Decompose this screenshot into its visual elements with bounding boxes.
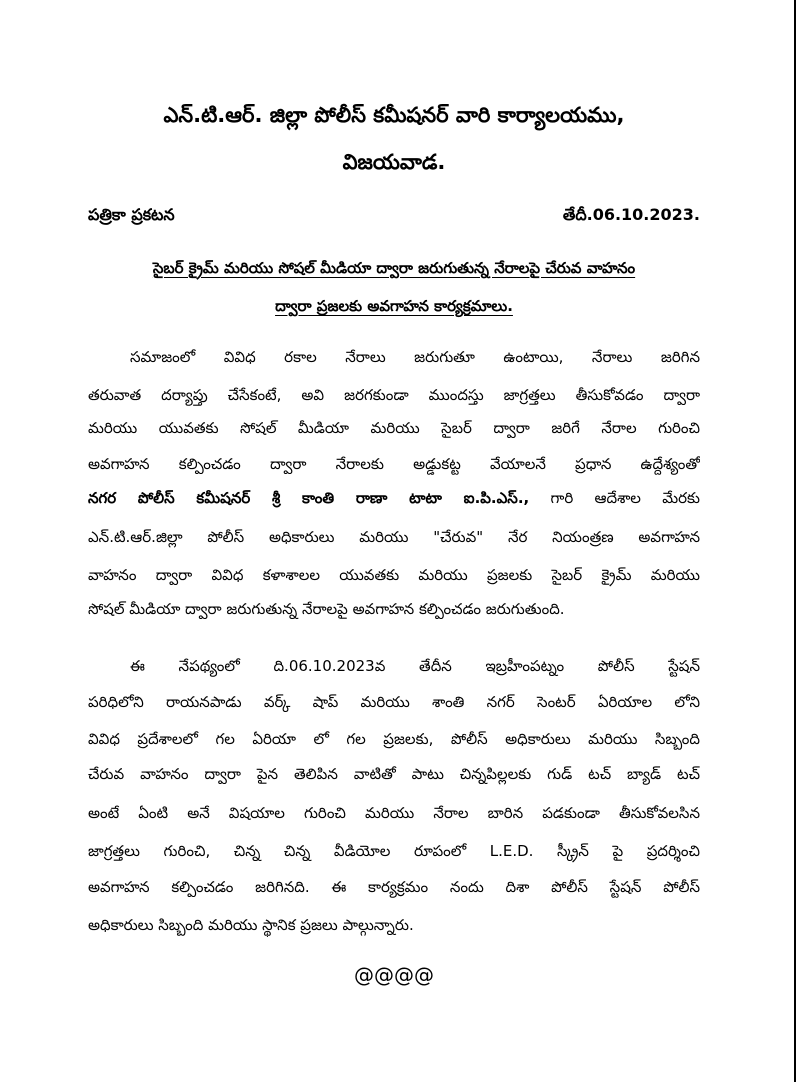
paragraph-1-line: తరువాత దర్యాప్తు చేసేకంటే, అవి జరగకుండా ముందస్తు జాగ్రత్తలు తీసుకోవడం ద్వారా xyxy=(88,386,700,404)
paragraph-1-line: ఎన్.టి.ఆర్.జిల్లా పోలీస్ అధికారులు మరియు "చేరువ" నేర నియంత్రణ అవగాహన xyxy=(88,528,700,546)
paragraph-2-line: అంటే ఏంటి అనే విషయాల గురించి మరియు నేరాల బారిన పడకుండా తీసుకోవలసిన xyxy=(88,804,700,822)
subject-text-1: సైబర్ క్రైమ్ మరియు సోషల్ మీడియా ద్వారా జరుగుతున్న నేరాలపై చేరువ వాహనం xyxy=(152,259,636,277)
subject-line-2 xyxy=(88,293,700,319)
paragraph-1-text: గారి ఆదేశాల మేరకు xyxy=(529,489,700,507)
paragraph-1-line: మరియు యువతకు సోషల్ మీడియా మరియు సైబర్ ద్వారా జరిగే నేరాల గురించి xyxy=(88,419,700,437)
paragraph-1-line: సమాజంలో వివిధ రకాల నేరాలు జరుగుతూ ఉంటాయి, నేరాలు జరిగిన xyxy=(130,348,700,366)
paragraph-2-line: అధికారులు సిబ్బంది మరియు స్థానిక ప్రజలు పాల్గున్నారు. xyxy=(88,916,414,934)
paragraph-2-line: వివిధ ప్రదేశాలలో గల ఏరియా లో గల ప్రజలకు, పోలీస్ అధికారులు మరియు సిబ్బంది xyxy=(88,730,700,748)
paragraph-1-line: వాహనం ద్వారా వివిధ కళాశాలల యువతకు మరియు ప్రజలకు సైబర్ క్రైమ్ మరియు xyxy=(88,566,700,584)
meta-row xyxy=(88,202,700,228)
release-date: తేదీ.06.10.2023. xyxy=(562,205,700,224)
paragraph-1-line: అవగాహన కల్పించడం ద్వారా నేరాలకు అడ్డుకట్ట వేయాలనే ప్రధాన ఉద్దేశ్యంతో xyxy=(88,455,700,473)
paragraph-1-line xyxy=(88,485,700,511)
office-city: విజయవాడ. xyxy=(342,150,446,174)
paragraph-2-line: జాగ్రత్తలు గురించి, చిన్న చిన్న వీడియోల రూపంలో L.E.D. స్క్రీన్ పై ప్రదర్శించి xyxy=(88,842,700,860)
subject-text-2: ద్వారా ప్రజలకు అవగాహన కార్యక్రమాలు. xyxy=(275,297,513,315)
office-title: ఎన్.టి.ఆర్. జిల్లా పోలీస్ కమీషనర్ వారి కార్యాలయము, xyxy=(163,103,625,127)
subject-line-1 xyxy=(88,255,700,281)
paragraph-2-line: ఈ నేపథ్యంలో ది.06.10.2023వ తేదీన ఇబ్రహీంపట్నం పోలీస్ స్టేషన్ xyxy=(130,657,700,675)
paragraph-2-line: అవగాహన కల్పించడం జరిగినది. ఈ కార్యక్రమం నందు దిశా పోలీస్ స్టేషన్ పోలీస్ xyxy=(88,878,700,896)
commissioner-name: నగర పోలీస్ కమీషనర్ శ్రీ కాంతి రాణా టాటా ఐ.పి.ఎస్., xyxy=(88,489,530,507)
paragraph-2-line: పరిధిలోని రాయనపాడు వర్క్ షాప్ మరియు శాంతి నగర్ సెంటర్ ఏరియాల లోని xyxy=(88,693,700,711)
document-type: పత్రికా ప్రకటన xyxy=(88,205,175,224)
closing-mark: @@@@ xyxy=(354,963,434,987)
paragraph-2-line: చేరువ వాహనం ద్వారా పైన తెలిపిన వాటితో పాటు చిన్నపిల్లలకు గుడ్ టచ్ బ్యాడ్ టచ్ xyxy=(88,765,700,783)
press-release-page xyxy=(88,0,700,1082)
paragraph-1-line: సోషల్ మీడియా ద్వారా జరుగుతున్న నేరాలపై అవగాహన కల్పించడం జరుగుతుంది. xyxy=(88,600,565,618)
